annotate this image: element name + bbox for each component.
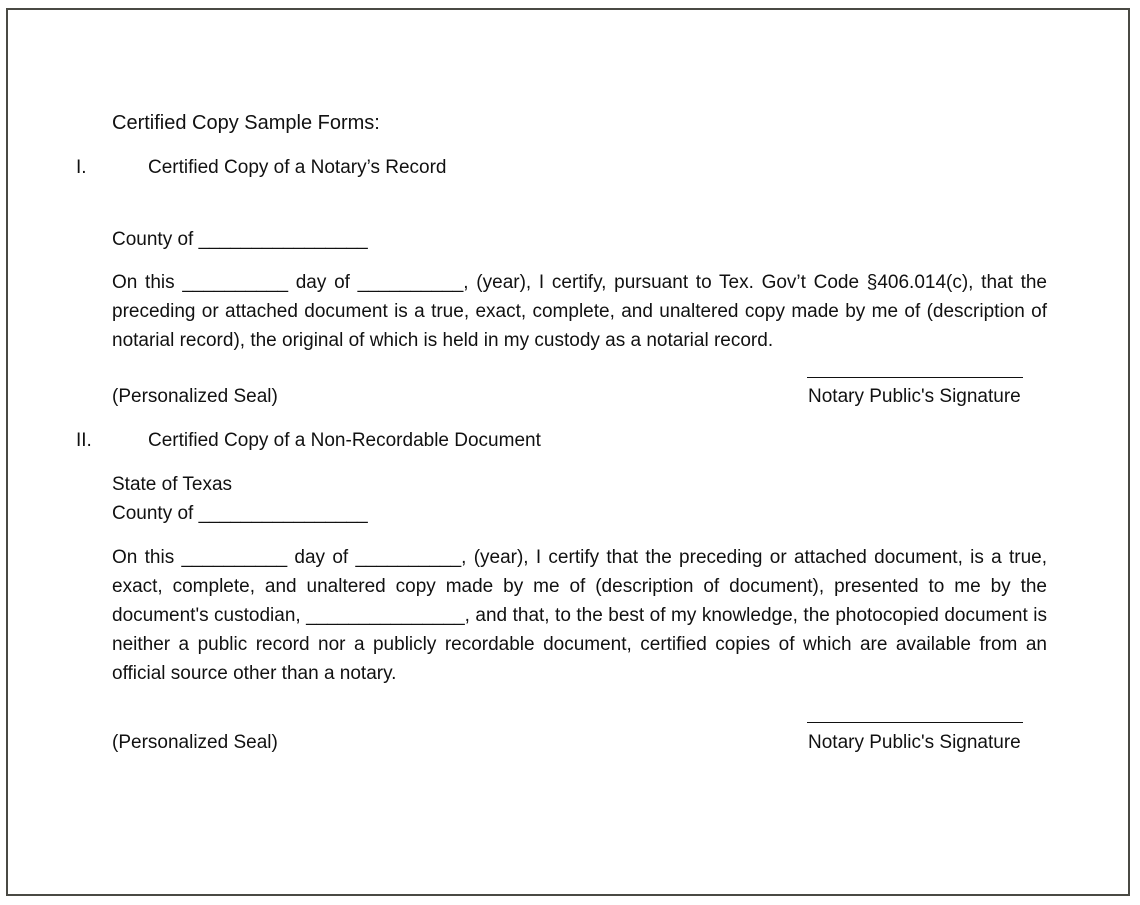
section-1-signature-line xyxy=(807,377,1023,378)
section-2-numeral: II. xyxy=(76,430,92,451)
section-1-signature-label: Notary Public's Signature xyxy=(808,386,1021,407)
section-2-heading: Certified Copy of a Non-Recordable Document xyxy=(148,430,541,451)
section-2-seal-label: (Personalized Seal) xyxy=(112,732,278,753)
section-1-county-line: County of ________________ xyxy=(112,229,368,250)
section-2-signature-label: Notary Public's Signature xyxy=(808,732,1021,753)
section-2-state-line: State of Texas xyxy=(112,474,233,495)
section-1-paragraph: On this __________ day of __________, (year), I certify, pursuant to Tex. Gov’t Code §406.014(c), that the preceding or attached document is a true, exact, complete, and unaltered copy made by me of (description of notarial record), the original of which is held in my custody as a notarial record. xyxy=(112,272,1047,351)
section-2-county-line: County of ________________ xyxy=(112,503,368,524)
section-1-seal-label: (Personalized Seal) xyxy=(112,386,278,407)
section-1-heading: Certified Copy of a Notary’s Record xyxy=(148,157,447,178)
section-2-signature-line xyxy=(807,722,1023,723)
section-1-numeral: I. xyxy=(76,157,87,178)
document-title: Certified Copy Sample Forms: xyxy=(112,112,380,134)
section-2-paragraph: On this __________ day of __________, (year), I certify that the preceding or attached document, is a true, exact, complete, and unaltered copy made by me of (description of document), presented to me by the document's custodian, _______________, and that, to the best of my knowledge, the photocopied document is neither a public record nor a publicly recordable document, certified copies of which are available from an official source other than a notary. xyxy=(112,547,1047,684)
